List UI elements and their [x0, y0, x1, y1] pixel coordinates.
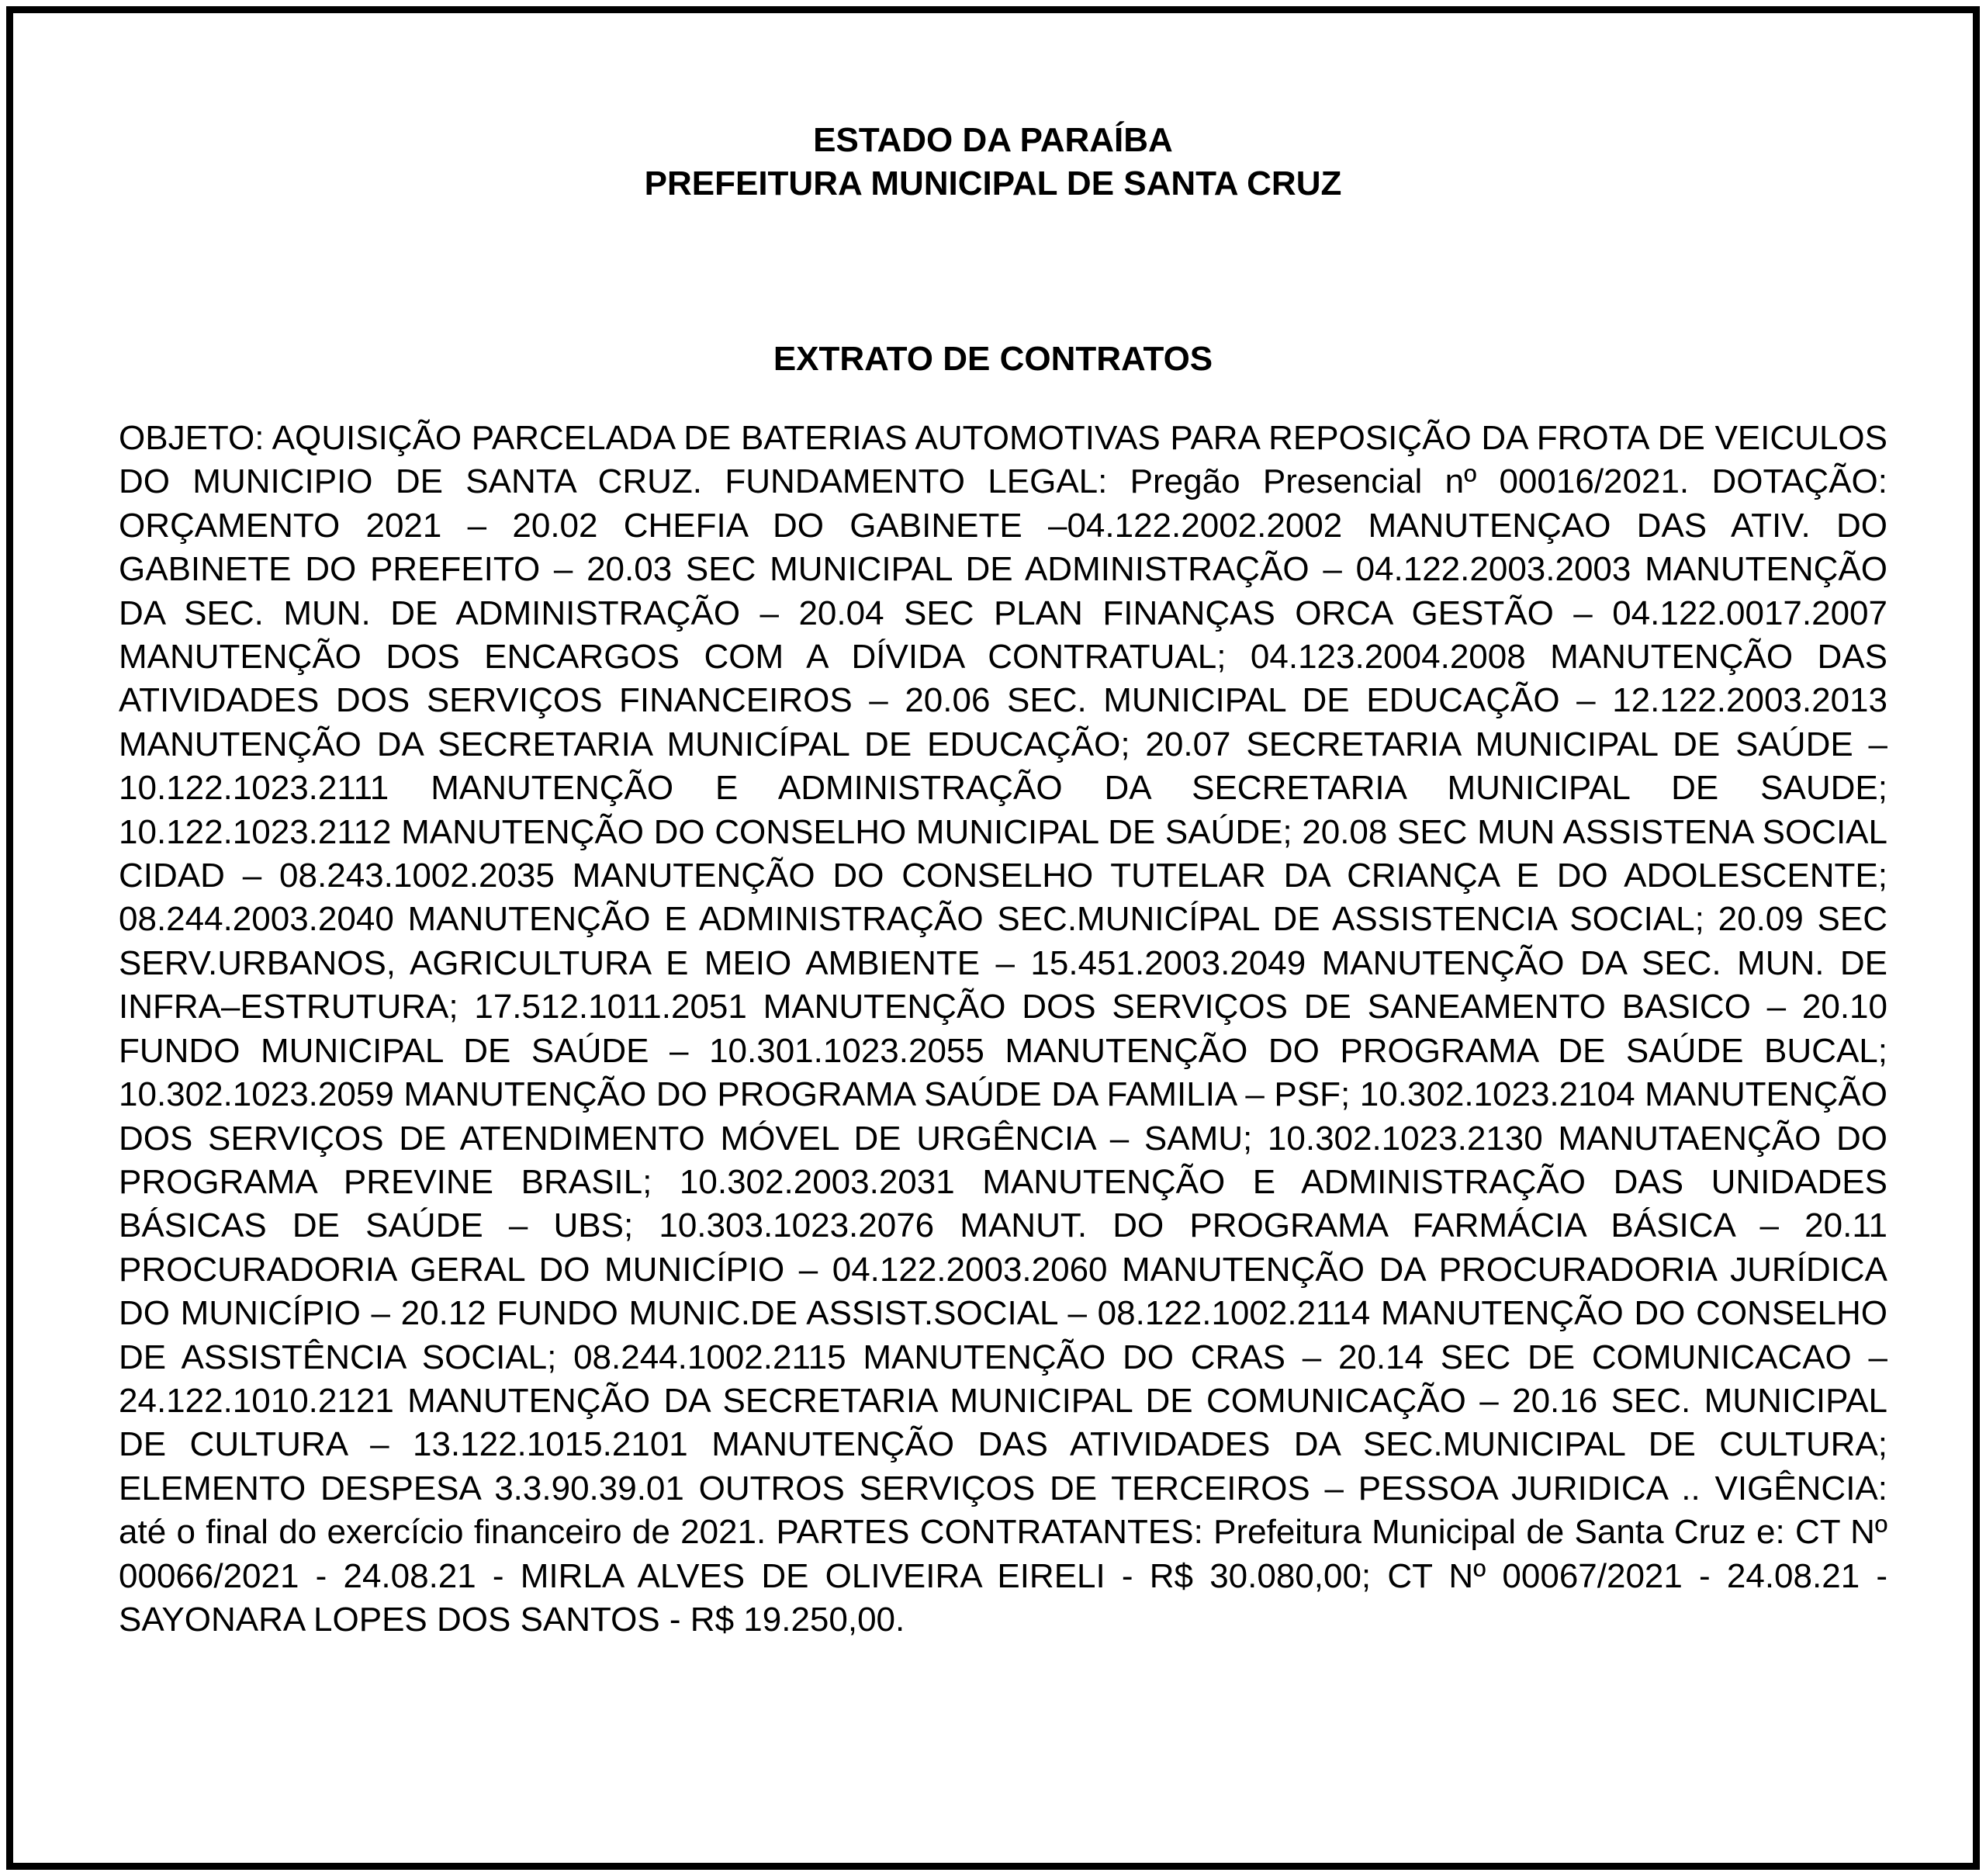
header-municipality-name: PREFEITURA MUNICIPAL DE SANTA CRUZ [644, 164, 1342, 202]
header-state-name: ESTADO DA PARAÍBA [813, 121, 1173, 159]
contract-extract-body: OBJETO: AQUISIÇÃO PARCELADA DE BATERIAS AUTOMOTIVAS PARA REPOSIÇÃO DA FROTA DE VEICULOS DO MUNICIPIO DE SANTA CRUZ. FUNDAMENTO LEGAL: Pregão Presencial nº 00016/2021. DOTAÇÃO: ORÇAMENTO 2021 – 20.02 CHEFIA DO GABINETE –04.122.2002.2002 MANUTENÇAO DAS ATIV. DO GABINETE DO PREFEITO – 20.03 SEC MUNICIPAL DE ADMINISTRAÇÃO – 04.122.2003.2003 MANUTENÇÃO DA SEC. MUN. DE ADMINISTRAÇÃO – 20.04 SEC PLAN FINANÇAS ORCA GESTÃO – 04.122.0017.2007 MANUTENÇÃO DOS ENCARGOS COM A DÍVIDA CONTRATUAL; 04.123.2004.2008 MANUTENÇÃO DAS ATIVIDADES DOS SERVIÇOS FINANCEIROS – 20.06 SEC. MUNICIPAL DE EDUCAÇÃO – 12.122.2003.2013 MANUTENÇÃO DA SECRETARIA MUNICÍPAL DE EDUCAÇÃO; 20.07 SECRETARIA MUNICIPAL DE SAÚDE – 10.122.1023.2111 MANUTENÇÃO E ADMINISTRAÇÃO DA SECRETARIA MUNICIPAL DE SAUDE; 10.122.1023.2112 MANUTENÇÃO DO CONSELHO MUNICIPAL DE SAÚDE; 20.08 SEC MUN ASSISTENA SOCIAL CIDAD – 08.243.1002.2035 MANUTENÇÃO DO CONSELHO TUTELAR DA CRIANÇA E DO ADOLESCENTE; 08.244.2003.2040 MANUTENÇÃO E ADMINISTRAÇÃO SEC.MUNICÍPAL DE ASSISTENCIA SOCIAL; 20.09 SEC SERV.URBANOS, AGRICULTURA E MEIO AMBIENTE – 15.451.2003.2049 MANUTENÇÃO DA SEC. MUN. DE INFRA–ESTRUTURA; 17.512.1011.2051 MANUTENÇÃO DOS SERVIÇOS DE SANEAMENTO BASICO – 20.10 FUNDO MUNICIPAL DE SAÚDE – 10.301.1023.2055 MANUTENÇÃO DO PROGRAMA DE SAÚDE BUCAL; 10.302.1023.2059 MANUTENÇÃO DO PROGRAMA SAÚDE DA FAMILIA – PSF; 10.302.1023.2104 MANUTENÇÃO DOS SERVIÇOS DE ATENDIMENTO MÓVEL DE URGÊNCIA – SAMU; 10.302.1023.2130 MANUTAENÇÃO DO PROGRAMA PREVINE BRASIL; 10.302.2003.2031 MANUTENÇÃO E ADMINISTRAÇÃO DAS UNIDADES BÁSICAS DE SAÚDE – UBS; 10.303.1023.2076 MANUT. DO PROGRAMA FARMÁCIA BÁSICA – 20.11 PROCURADORIA GERAL DO MUNICÍPIO – 04.122.2003.2060 MANUTENÇÃO DA PROCURADORIA JURÍDICA DO MUNICÍPIO – 20.12 FUNDO MUNIC.DE ASSIST.SOCIAL – 08.122.1002.2114 MANUTENÇÃO DO CONSELHO DE ASSISTÊNCIA SOCIAL; 08.244.1002.2115 MANUTENÇÃO DO CRAS – 20.14 SEC DE COMUNICACAO – 24.122.1010.2121 MANUTENÇÃO DA SECRETARIA MUNICIPAL DE COMUNICAÇÃO – 20.16 SEC. MUNICIPAL DE CULTURA – 13.122.1015.2101 MANUTENÇÃO DAS ATIVIDADES DA SEC.MUNICIPAL DE CULTURA; ELEMENTO DESPESA 3.3.90.39.01 OUTROS SERVIÇOS DE TERCEIROS – PESSOA JURIDICA .. VIGÊNCIA: até o final do exercício financeiro de 2021. PARTES CONTRATANTES: Prefeitura Municipal de Santa Cruz e: CT Nº 00066/2021 - 24.08.21 - MIRLA ALVES DE OLIVEIRA EIRELI - R$ 30.080,00; CT Nº 00067/2021 - 24.08.21 - SAYONARA LOPES DOS SANTOS - R$ 19.250,00. [119, 419, 1887, 1639]
document-border-frame [6, 6, 1980, 1870]
document-header [13, 119, 1973, 206]
document-title: EXTRATO DE CONTRATOS [773, 340, 1213, 378]
